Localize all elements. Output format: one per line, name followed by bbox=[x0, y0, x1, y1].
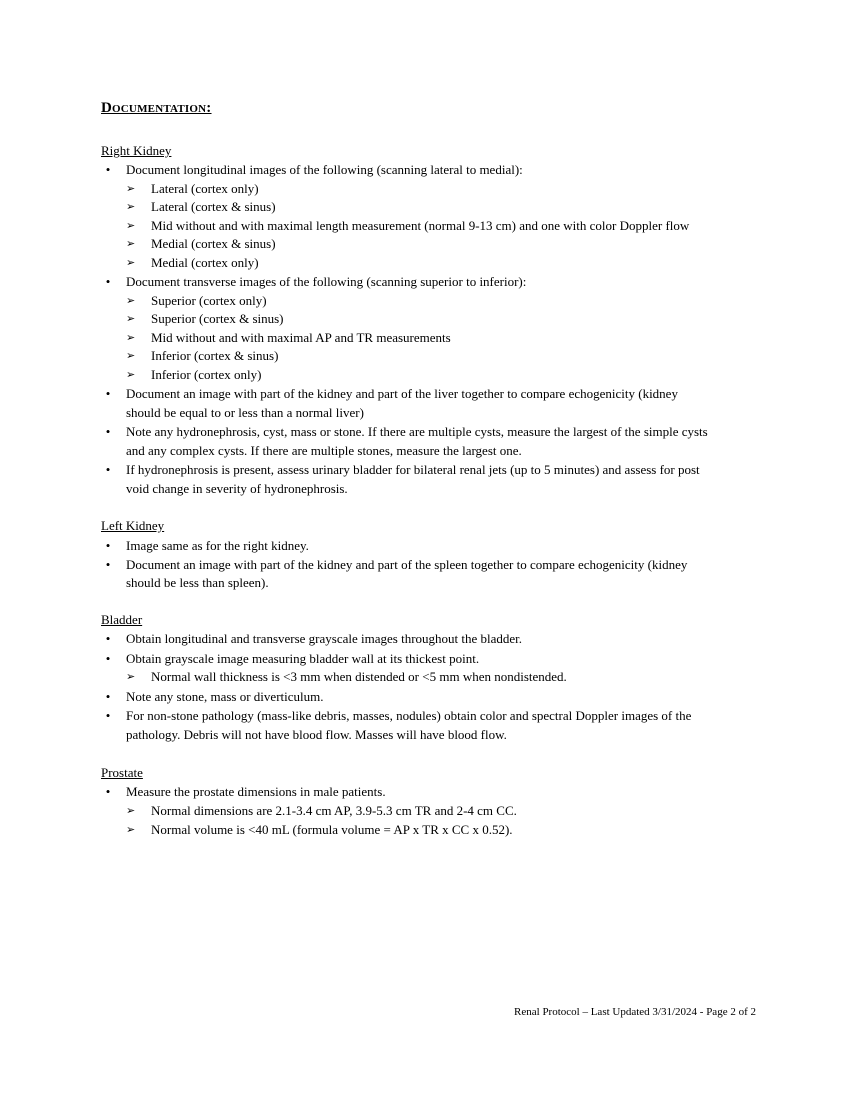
list-item: • Note any stone, mass or diverticulum. bbox=[0, 688, 857, 707]
list-item: • For non-stone pathology (mass-like debris, masses, nodules) obtain color and spectral Doppler images of the bbox=[0, 707, 857, 726]
list-item-continuation: void change in severity of hydronephrosis. bbox=[126, 481, 348, 496]
page-footer: Renal Protocol – Last Updated 3/31/2024 - Page 2 of 2 bbox=[514, 1006, 756, 1018]
section-title-prostate: Prostate bbox=[101, 765, 143, 780]
list-subitem: ➢ Superior (cortex only) bbox=[126, 293, 267, 308]
bullet-icon: • bbox=[105, 162, 111, 177]
list-item: • Document an image with part of the kidney and part of the liver together to compare echogenicity (kidney bbox=[0, 385, 857, 404]
list-subitem: ➢ Lateral (cortex & sinus) bbox=[126, 199, 276, 214]
bullet-icon: • bbox=[105, 538, 111, 553]
list-subitem: ➢ Normal volume is <40 mL (formula volume = AP x TR x CC x 0.52). bbox=[126, 822, 513, 837]
bullet-icon: • bbox=[105, 557, 111, 572]
list-subitem: ➢ Superior (cortex & sinus) bbox=[126, 311, 284, 326]
list-item-continuation: pathology. Debris will not have blood flow. Masses will have blood flow. bbox=[126, 727, 507, 742]
bullet-icon: • bbox=[105, 386, 111, 401]
list-subitem: ➢ Inferior (cortex & sinus) bbox=[126, 348, 279, 363]
list-subitem: ➢ Normal dimensions are 2.1-3.4 cm AP, 3.9-5.3 cm TR and 2-4 cm CC. bbox=[126, 803, 517, 818]
bullet-icon: • bbox=[105, 462, 111, 477]
list-subitem: ➢ Medial (cortex only) bbox=[126, 255, 259, 270]
list-item-continuation: should be equal to or less than a normal liver) bbox=[126, 405, 364, 420]
arrow-bullet-icon: ➢ bbox=[126, 295, 136, 307]
list-item: • Document transverse images of the following (scanning superior to inferior): bbox=[0, 273, 857, 292]
section-title-left-kidney: Left Kidney bbox=[101, 518, 165, 533]
list-item: • If hydronephrosis is present, assess urinary bladder for bilateral renal jets (up to 5 minutes) and assess for post bbox=[0, 461, 857, 480]
arrow-bullet-icon: ➢ bbox=[126, 350, 136, 362]
list-item: • Image same as for the right kidney. bbox=[0, 537, 857, 556]
section-title-right-kidney: Right Kidney bbox=[101, 143, 172, 158]
arrow-bullet-icon: ➢ bbox=[126, 369, 136, 381]
bullet-icon: • bbox=[105, 651, 111, 666]
page-heading: Documentation: bbox=[101, 100, 212, 116]
arrow-bullet-icon: ➢ bbox=[126, 332, 136, 344]
arrow-bullet-icon: ➢ bbox=[126, 220, 136, 232]
list-subitem: ➢ Medial (cortex & sinus) bbox=[126, 236, 276, 251]
arrow-bullet-icon: ➢ bbox=[126, 257, 136, 269]
arrow-bullet-icon: ➢ bbox=[126, 671, 136, 683]
bullet-icon: • bbox=[105, 631, 111, 646]
list-item: • Measure the prostate dimensions in male patients. bbox=[0, 783, 857, 802]
arrow-bullet-icon: ➢ bbox=[126, 805, 136, 817]
bullet-icon: • bbox=[105, 708, 111, 723]
arrow-bullet-icon: ➢ bbox=[126, 183, 136, 195]
list-subitem: ➢ Mid without and with maximal length measurement (normal 9-13 cm) and one with color Doppler flow bbox=[126, 218, 690, 233]
list-subitem: ➢ Inferior (cortex only) bbox=[126, 367, 262, 382]
section-title-bladder: Bladder bbox=[101, 612, 143, 627]
bullet-icon: • bbox=[105, 274, 111, 289]
arrow-bullet-icon: ➢ bbox=[126, 313, 136, 325]
arrow-bullet-icon: ➢ bbox=[126, 824, 136, 836]
list-subitem: ➢ Normal wall thickness is <3 mm when distended or <5 mm when nondistended. bbox=[126, 669, 567, 684]
arrow-bullet-icon: ➢ bbox=[126, 238, 136, 250]
list-subitem: ➢ Lateral (cortex only) bbox=[126, 181, 259, 196]
list-item: • Note any hydronephrosis, cyst, mass or stone. If there are multiple cysts, measure the largest of the simple cysts bbox=[0, 423, 857, 442]
list-item: • Document an image with part of the kidney and part of the spleen together to compare echogenicity (kidney bbox=[0, 556, 857, 575]
list-item: • Obtain longitudinal and transverse grayscale images throughout the bladder. bbox=[0, 630, 857, 649]
list-subitem: ➢ Mid without and with maximal AP and TR measurements bbox=[126, 330, 451, 345]
list-item: • Document longitudinal images of the following (scanning lateral to medial): bbox=[0, 161, 857, 180]
bullet-icon: • bbox=[105, 784, 111, 799]
list-item-continuation: should be less than spleen). bbox=[126, 575, 269, 590]
list-item: • Obtain grayscale image measuring bladder wall at its thickest point. bbox=[0, 650, 857, 669]
bullet-icon: • bbox=[105, 424, 111, 439]
list-item-continuation: and any complex cysts. If there are multiple stones, measure the largest one. bbox=[126, 443, 522, 458]
arrow-bullet-icon: ➢ bbox=[126, 201, 136, 213]
bullet-icon: • bbox=[105, 689, 111, 704]
